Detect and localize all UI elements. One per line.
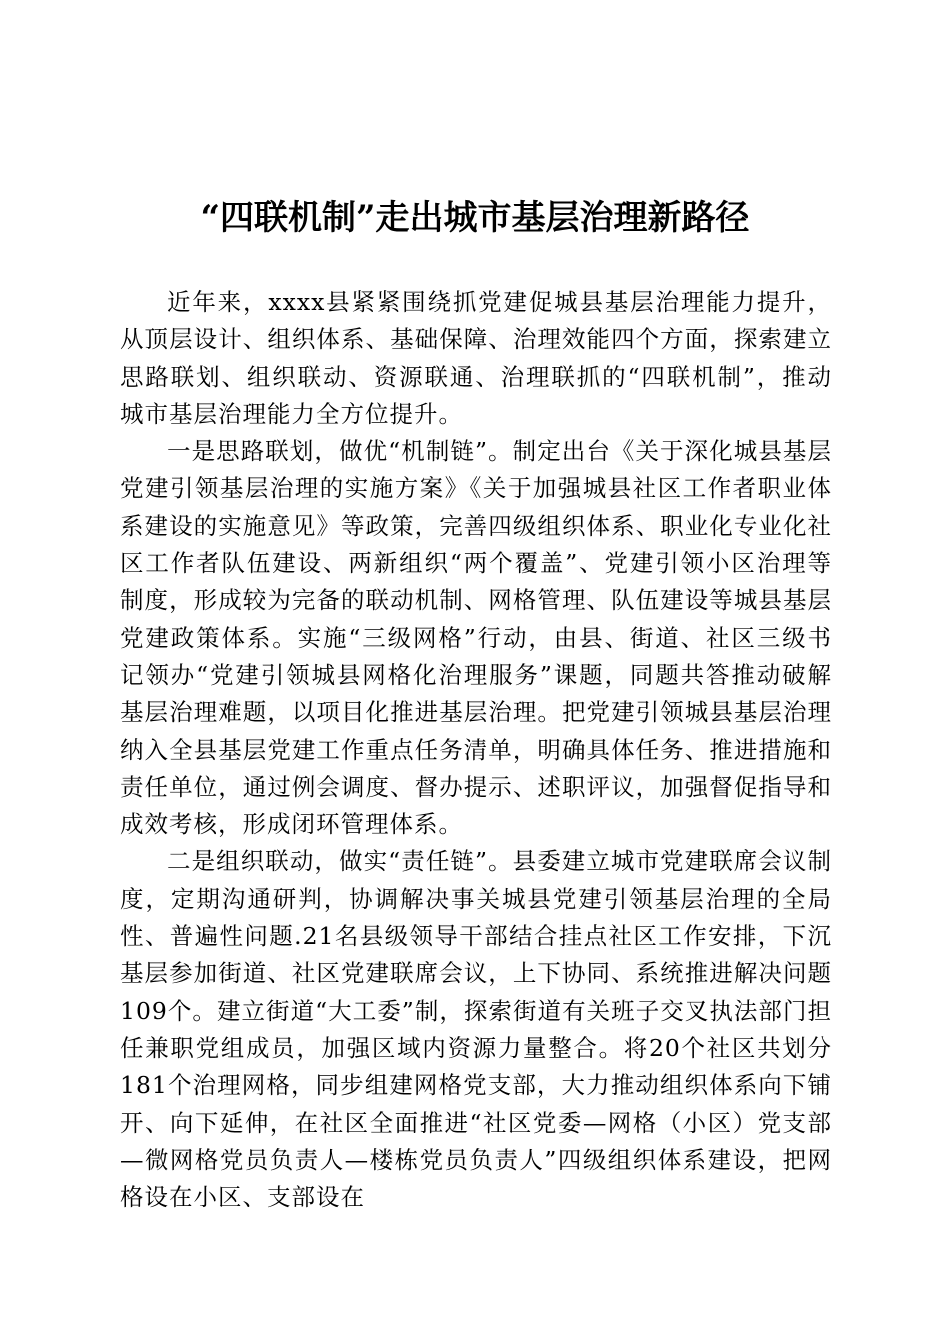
paragraph-section-two: 二是组织联动，做实“责任链”。县委建立城市党建联席会议制度，定期沟通研判，协调解决事关城县党建引领基层治理的全局性、普遍性问题.21名县级领导干部结合挂点社区工作安排，下沉基层参加街道、社区党建联席会议，上下协同、系统推进解决问题109个。建立街道“大工委”制，探索街道有关班子交叉执法部门担任兼职党组成员，加强区域内资源力量整合。将20个社区共划分181个治理网格，同步组建网格党支部，大力推动组织体系向下铺开、向下延伸，在社区全面推进“社区党委—网格（小区）党支部—微网格党员负责人—楼栋党员负责人”四级组织体系建设，把网格设在小区、支部设在 xyxy=(120,847,832,1212)
paragraph-intro: 近年来，xxxx县紧紧围绕抓党建促城县基层治理能力提升，从顶层设计、组织体系、基础保障、治理效能四个方面，探索建立思路联划、组织联动、资源联通、治理联抓的“四联机制”，推动城市基层治理能力全方位提升。 xyxy=(120,288,832,428)
document-title: “四联机制”走出城市基层治理新路径 xyxy=(200,198,750,238)
document-body xyxy=(120,284,832,1216)
paragraph-section-one: 一是思路联划，做优“机制链”。制定出台《关于深化城县基层党建引领基层治理的实施方案》《关于加强城县社区工作者职业体系建设的实施意见》等政策，完善四级组织体系、职业化专业化社区工作者队伍建设、两新组织“两个覆盖”、党建引领小区治理等制度，形成较为完备的联动机制、网格管理、队伍建设等城县基层党建政策体系。实施“三级网格”行动，由县、街道、社区三级书记领办“党建引领城县网格化治理服务”课题，同题共答推动破解基层治理难题，以项目化推进基层治理。把党建引领城县基层治理纳入全县基层党建工作重点任务清单，明确具体任务、推进措施和责任单位，通过例会调度、督办提示、述职评议，加强督促指导和成效考核，形成闭环管理体系。 xyxy=(120,437,832,839)
